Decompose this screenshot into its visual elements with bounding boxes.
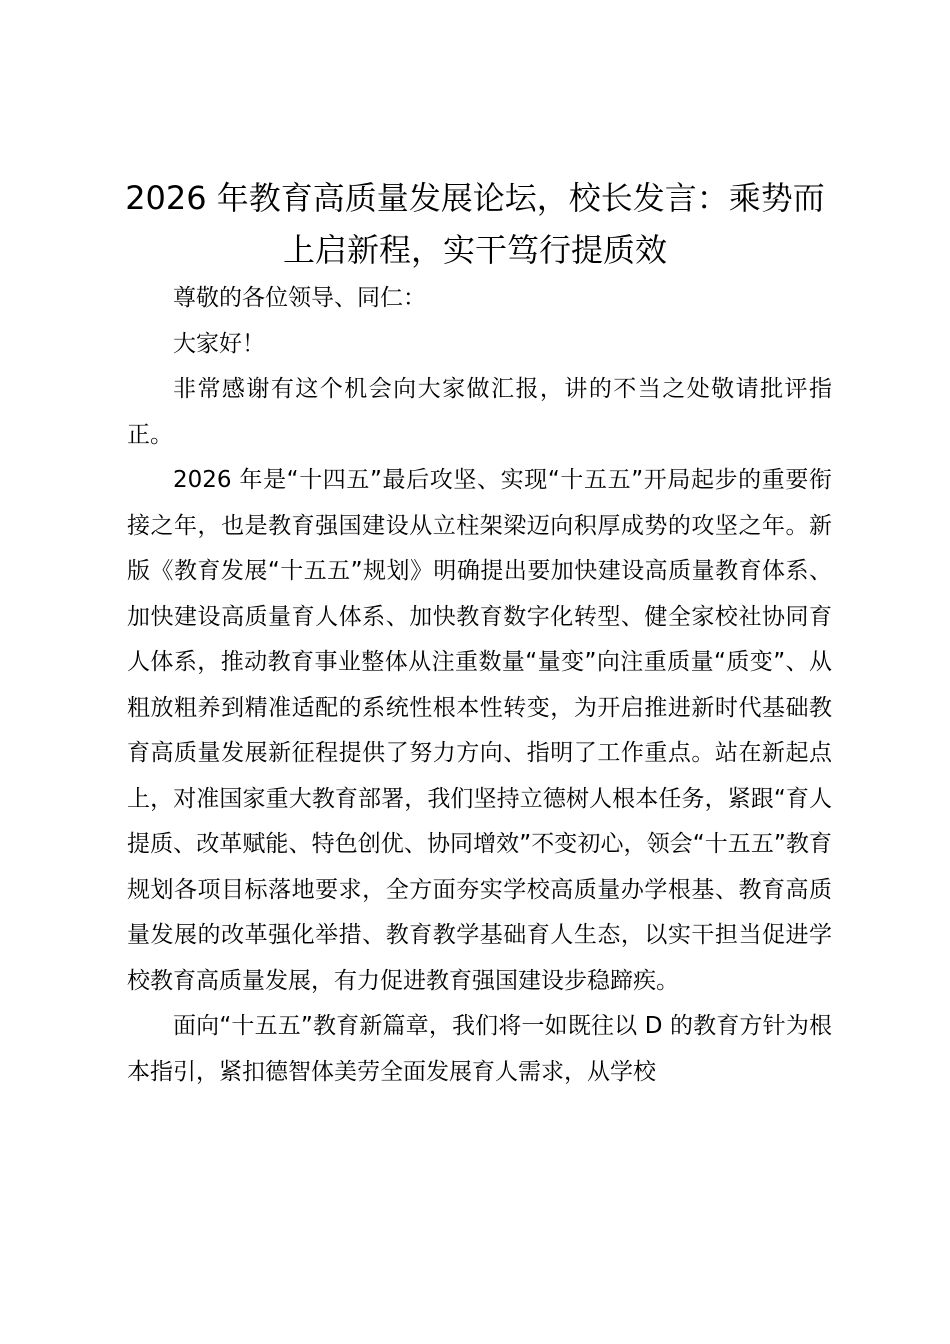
opening-paragraph: 非常感谢有这个机会向大家做汇报，讲的不当之处敬请批评指正。 — [127, 376, 832, 448]
document-body — [127, 276, 832, 1095]
body-paragraph: 2026 年是“十四五”最后攻坚、实现“十五五”开局起步的重要衔接之年，也是教育强国建设从立柱架梁迈向积厚成势的攻坚之年。新版《教育发展“十五五”规划》明确提出要加快建设高质量教育体系、加快建设高质量育人体系、加快教育数字化转型、健全家校社协同育人体系，推动教育事业整体从注重数量“量变”向注重质量“质变”、从粗放粗养到精准适配的系统性根本性转变，为开启推进新时代基础教育高质量发展新征程提供了努力方向、指明了工作重点。站在新起点上，对准国家重大教育部署，我们坚持立德树人根本任务，紧跟“育人提质、改革赋能、特色创优、协同增效”不变初心，领会“十五五”教育规划各项目标落地要求，全方面夯实学校高质量办学根基、教育高质量发展的改革强化举措、教育教学基础育人生态，以实干担当促进学校教育高质量发展，有力促进教育强国建设步稳蹄疾。 — [127, 467, 832, 994]
salutation-paragraph: 尊敬的各位领导、同仁： — [173, 285, 426, 311]
greeting-paragraph: 大家好！ — [173, 330, 265, 357]
document-title: 2026 年教育高质量发展论坛，校长发言：乘势而上启新程，实干笃行提质效 — [125, 179, 825, 269]
body-paragraph: 面向“十五五”教育新篇章，我们将一如既往以 D 的教育方针为根本指引，紧扣德智体美劳全面发展育人需求，从学校 — [127, 1013, 832, 1085]
